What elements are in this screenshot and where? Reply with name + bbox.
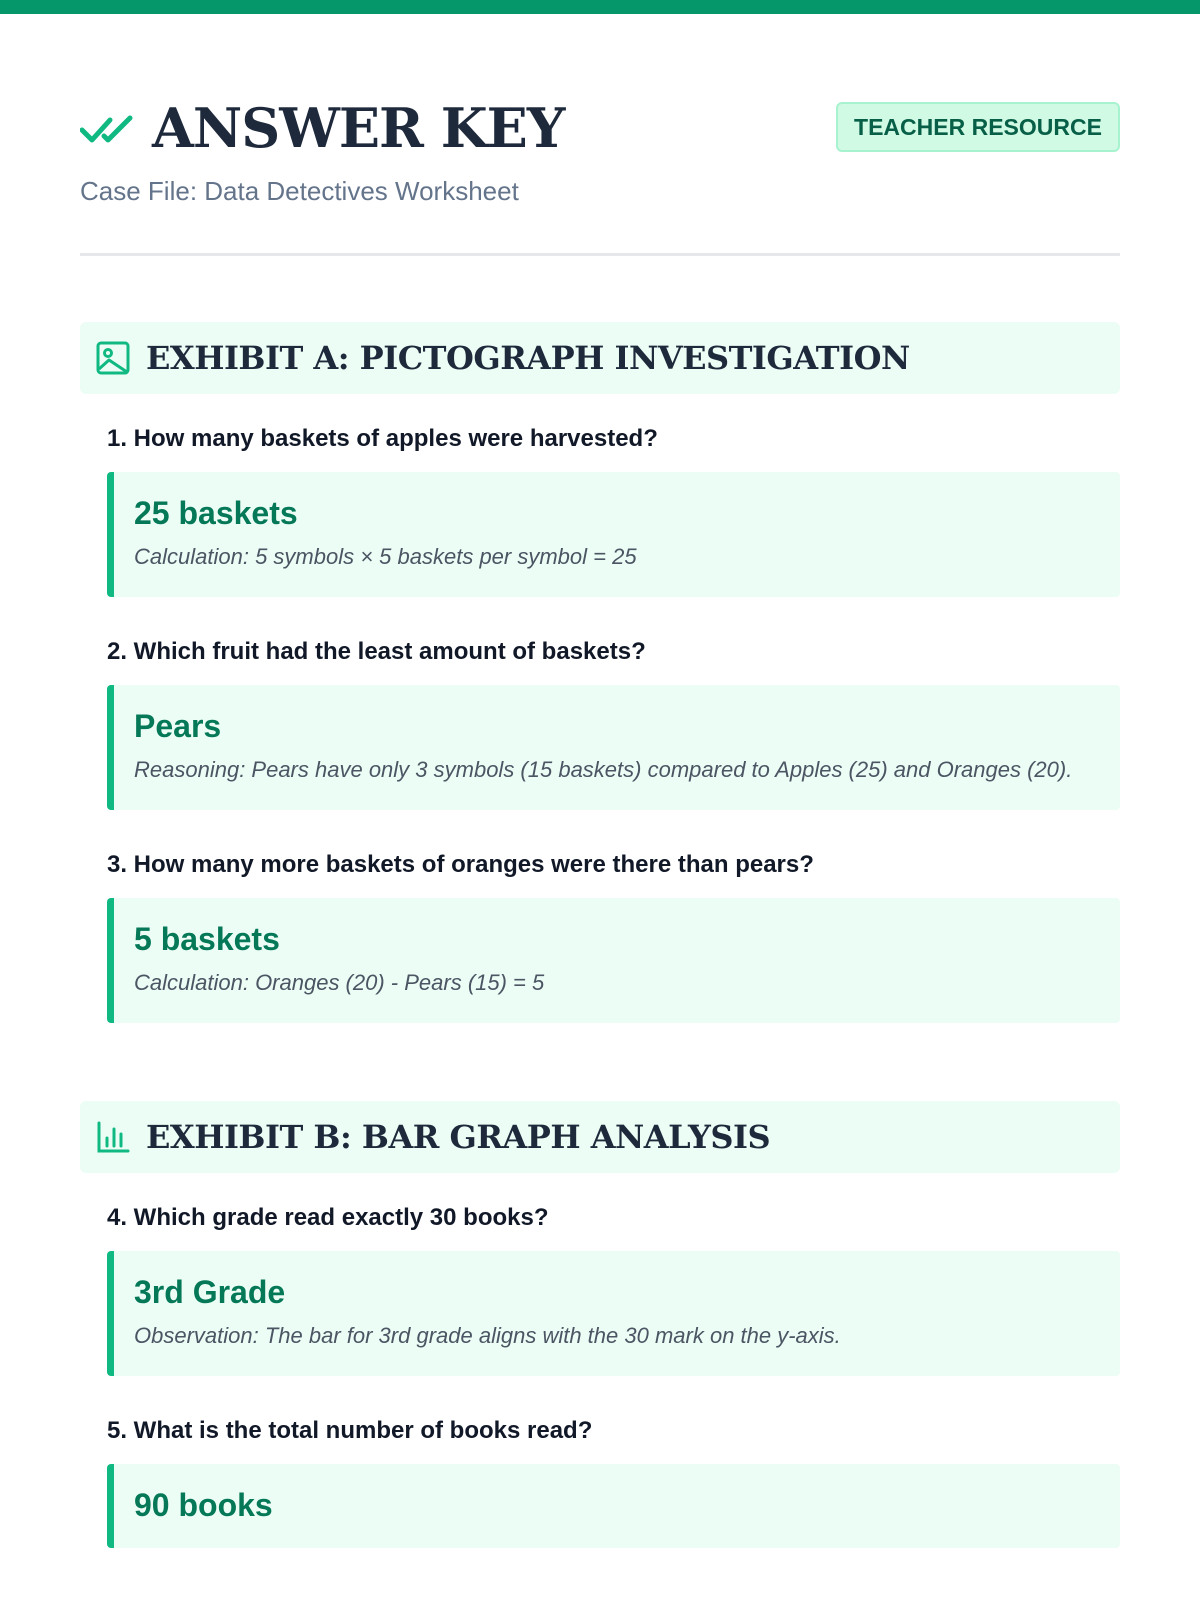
question-text: 3. How many more baskets of oranges were there than pears? [107,851,814,878]
title-row [80,98,564,158]
question-item [107,1203,1120,1376]
section-title: EXHIBIT B: BAR GRAPH ANALYSIS [146,1118,771,1156]
teacher-resource-badge: TEACHER RESOURCE [836,102,1120,152]
answer-value: 25 baskets [134,495,298,531]
section-exhibit-b [80,1101,1120,1548]
answer-value: Pears [134,708,222,744]
bar-chart-icon [96,1120,130,1154]
question-item [107,1416,1120,1548]
section-header [80,1101,1120,1173]
answer-box [107,685,1120,810]
answer-box [107,472,1120,597]
answer-box [107,1251,1120,1376]
page-header [80,0,1120,256]
answer-key-page [80,0,1120,1548]
answer-value: 5 baskets [134,921,280,957]
question-item [107,424,1120,597]
answer-value: 3rd Grade [134,1274,286,1310]
answer-explanation: Calculation: 5 symbols × 5 baskets per symbol = 25 [134,544,637,569]
question-item [107,637,1120,810]
question-text: 2. Which fruit had the least amount of baskets? [107,638,646,665]
answer-explanation: Calculation: Oranges (20) - Pears (15) = 5 [134,970,545,995]
section-exhibit-a [80,322,1120,1023]
page-title: ANSWER KEY [152,96,565,160]
answer-value: 90 books [134,1487,273,1523]
answer-explanation: Reasoning: Pears have only 3 symbols (15 baskets) compared to Apples (25) and Oranges (20). [134,757,1073,782]
question-item [107,850,1120,1023]
page-subtitle: Case File: Data Detectives Worksheet [80,176,519,206]
question-text: 1. How many baskets of apples were harvested? [107,425,658,452]
section-title: EXHIBIT A: PICTOGRAPH INVESTIGATION [146,339,910,377]
image-icon [96,341,130,375]
double-check-icon [80,108,134,148]
answer-box [107,1464,1120,1548]
answer-box [107,898,1120,1023]
question-text: 5. What is the total number of books read? [107,1417,593,1444]
answer-explanation: Observation: The bar for 3rd grade aligns with the 30 mark on the y-axis. [134,1323,841,1348]
question-text: 4. Which grade read exactly 30 books? [107,1204,549,1231]
section-header [80,322,1120,394]
